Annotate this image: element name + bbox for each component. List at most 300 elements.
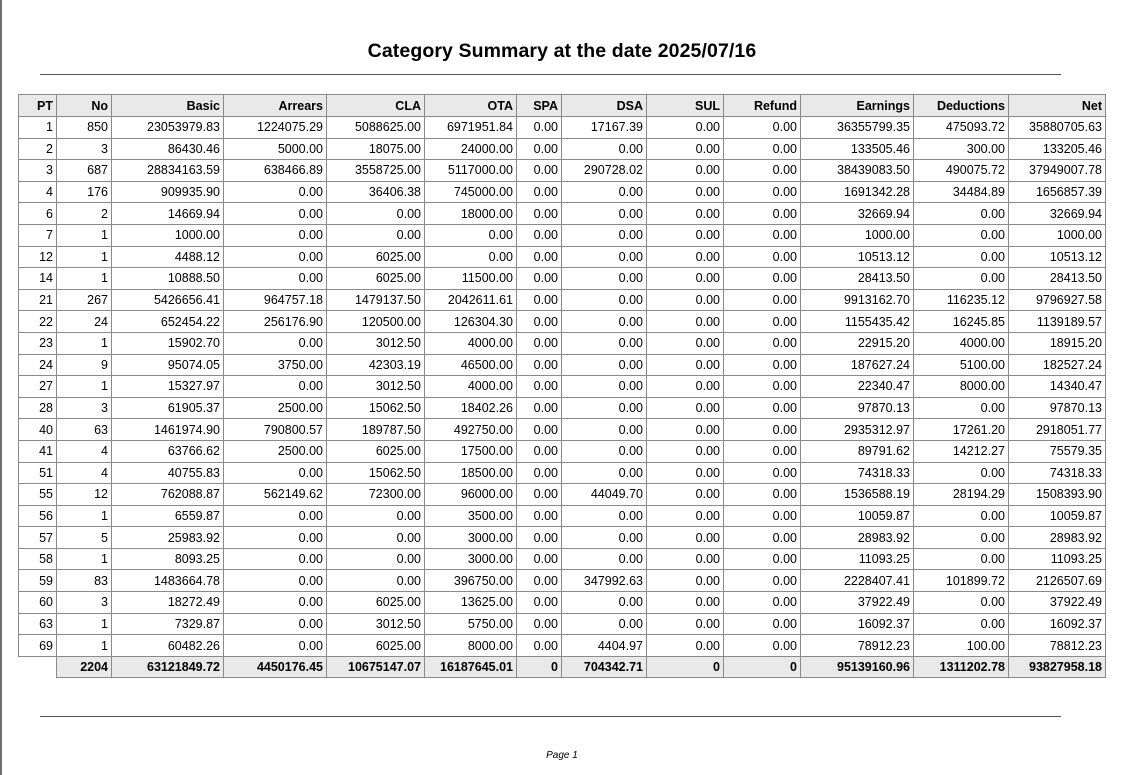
table-cell: 0.00 bbox=[517, 181, 562, 203]
table-cell: 1 bbox=[57, 376, 112, 398]
table-cell: 2500.00 bbox=[224, 440, 327, 462]
table-cell: 0.00 bbox=[425, 224, 517, 246]
totals-cell: 93827958.18 bbox=[1009, 656, 1106, 678]
table-cell: 10059.87 bbox=[1009, 505, 1106, 527]
bottom-divider bbox=[40, 716, 1061, 717]
table-cell: 11093.25 bbox=[1009, 548, 1106, 570]
table-cell: 78912.23 bbox=[801, 635, 914, 657]
table-cell: 126304.30 bbox=[425, 311, 517, 333]
table-row bbox=[19, 311, 1106, 333]
column-header: No bbox=[57, 95, 112, 117]
table-cell: 0.00 bbox=[224, 505, 327, 527]
totals-cell: 63121849.72 bbox=[112, 656, 224, 678]
table-cell: 4404.97 bbox=[562, 635, 647, 657]
table-row bbox=[19, 635, 1106, 657]
table-cell: 1 bbox=[57, 332, 112, 354]
table-cell: 0.00 bbox=[517, 462, 562, 484]
table-cell: 24000.00 bbox=[425, 138, 517, 160]
table-cell: 28983.92 bbox=[1009, 527, 1106, 549]
table-cell: 0.00 bbox=[517, 376, 562, 398]
table-cell: 0.00 bbox=[327, 505, 425, 527]
table-cell: 6559.87 bbox=[112, 505, 224, 527]
table-cell: 1461974.90 bbox=[112, 419, 224, 441]
totals-cell: 4450176.45 bbox=[224, 656, 327, 678]
table-cell: 0.00 bbox=[647, 332, 724, 354]
table-cell: 56 bbox=[19, 505, 57, 527]
table-cell: 27 bbox=[19, 376, 57, 398]
table-row bbox=[19, 548, 1106, 570]
table-cell: 116235.12 bbox=[914, 289, 1009, 311]
table-cell: 0.00 bbox=[914, 203, 1009, 225]
table-row bbox=[19, 397, 1106, 419]
table-cell: 0.00 bbox=[517, 354, 562, 376]
table-row bbox=[19, 440, 1106, 462]
table-cell: 0.00 bbox=[914, 268, 1009, 290]
table-cell: 0.00 bbox=[517, 311, 562, 333]
table-cell: 0.00 bbox=[562, 613, 647, 635]
table-cell: 120500.00 bbox=[327, 311, 425, 333]
table-cell: 0.00 bbox=[224, 570, 327, 592]
table-cell: 15327.97 bbox=[112, 376, 224, 398]
table-cell: 32669.94 bbox=[1009, 203, 1106, 225]
table-cell: 0.00 bbox=[914, 462, 1009, 484]
table-cell: 0.00 bbox=[724, 311, 801, 333]
table-cell: 4488.12 bbox=[112, 246, 224, 268]
table-cell: 0.00 bbox=[517, 160, 562, 182]
table-cell: 3 bbox=[19, 160, 57, 182]
table-cell: 0.00 bbox=[724, 397, 801, 419]
table-cell: 1 bbox=[57, 635, 112, 657]
table-row bbox=[19, 505, 1106, 527]
table-cell: 0.00 bbox=[562, 354, 647, 376]
table-cell: 7 bbox=[19, 224, 57, 246]
totals-cell: 1311202.78 bbox=[914, 656, 1009, 678]
table-cell: 256176.90 bbox=[224, 311, 327, 333]
table-cell: 28983.92 bbox=[801, 527, 914, 549]
table-row bbox=[19, 138, 1106, 160]
table-cell: 1536588.19 bbox=[801, 484, 914, 506]
table-cell: 8093.25 bbox=[112, 548, 224, 570]
table-header bbox=[19, 95, 1106, 117]
table-cell: 18272.49 bbox=[112, 592, 224, 614]
table-cell: 0.00 bbox=[914, 592, 1009, 614]
table-cell: 0.00 bbox=[647, 203, 724, 225]
table-cell: 86430.46 bbox=[112, 138, 224, 160]
table-cell: 0.00 bbox=[517, 224, 562, 246]
table-cell: 0.00 bbox=[562, 203, 647, 225]
table-cell: 562149.62 bbox=[224, 484, 327, 506]
table-cell: 18500.00 bbox=[425, 462, 517, 484]
table-cell: 0.00 bbox=[425, 246, 517, 268]
totals-cell: 95139160.96 bbox=[801, 656, 914, 678]
table-cell: 6025.00 bbox=[327, 635, 425, 657]
table-row bbox=[19, 289, 1106, 311]
table-cell: 0.00 bbox=[517, 289, 562, 311]
table-cell: 0.00 bbox=[724, 570, 801, 592]
table-cell: 0.00 bbox=[647, 419, 724, 441]
table-cell: 1508393.90 bbox=[1009, 484, 1106, 506]
table-row bbox=[19, 117, 1106, 139]
table-cell: 909935.90 bbox=[112, 181, 224, 203]
table-cell: 0.00 bbox=[517, 419, 562, 441]
table-cell: 0.00 bbox=[224, 548, 327, 570]
table-cell: 5000.00 bbox=[224, 138, 327, 160]
table-cell: 964757.18 bbox=[224, 289, 327, 311]
table-row bbox=[19, 570, 1106, 592]
table-cell: 0.00 bbox=[327, 203, 425, 225]
table-cell: 5117000.00 bbox=[425, 160, 517, 182]
table-cell: 95074.05 bbox=[112, 354, 224, 376]
table-cell: 100.00 bbox=[914, 635, 1009, 657]
table-cell: 0.00 bbox=[224, 376, 327, 398]
column-header: Deductions bbox=[914, 95, 1009, 117]
table-cell: 11500.00 bbox=[425, 268, 517, 290]
table-cell: 0.00 bbox=[327, 527, 425, 549]
table-cell: 3 bbox=[57, 397, 112, 419]
table-cell: 0.00 bbox=[224, 332, 327, 354]
table-cell: 0.00 bbox=[517, 527, 562, 549]
table-cell: 1000.00 bbox=[801, 224, 914, 246]
table-cell: 0.00 bbox=[562, 419, 647, 441]
table-cell: 21 bbox=[19, 289, 57, 311]
table-cell: 3012.50 bbox=[327, 332, 425, 354]
totals-cell: 16187645.01 bbox=[425, 656, 517, 678]
table-cell: 0.00 bbox=[224, 613, 327, 635]
table-cell: 0.00 bbox=[724, 592, 801, 614]
table-cell: 2228407.41 bbox=[801, 570, 914, 592]
table-cell: 18915.20 bbox=[1009, 332, 1106, 354]
column-header: DSA bbox=[562, 95, 647, 117]
table-cell: 0.00 bbox=[914, 613, 1009, 635]
table-cell: 97870.13 bbox=[801, 397, 914, 419]
table-cell: 0.00 bbox=[562, 181, 647, 203]
table-cell: 4 bbox=[57, 462, 112, 484]
table-cell: 16245.85 bbox=[914, 311, 1009, 333]
table-cell: 12 bbox=[19, 246, 57, 268]
table-cell: 1656857.39 bbox=[1009, 181, 1106, 203]
table-cell: 36355799.35 bbox=[801, 117, 914, 139]
table-cell: 72300.00 bbox=[327, 484, 425, 506]
table-cell: 38439083.50 bbox=[801, 160, 914, 182]
column-header: CLA bbox=[327, 95, 425, 117]
table-row bbox=[19, 613, 1106, 635]
table-cell: 0.00 bbox=[724, 419, 801, 441]
table-cell: 652454.22 bbox=[112, 311, 224, 333]
table-cell: 24 bbox=[57, 311, 112, 333]
table-cell: 176 bbox=[57, 181, 112, 203]
table-cell: 0.00 bbox=[724, 117, 801, 139]
totals-cell: 0 bbox=[647, 656, 724, 678]
table-cell: 36406.38 bbox=[327, 181, 425, 203]
table-cell: 22915.20 bbox=[801, 332, 914, 354]
table-cell: 850 bbox=[57, 117, 112, 139]
table-cell: 0.00 bbox=[914, 246, 1009, 268]
table-cell: 35880705.63 bbox=[1009, 117, 1106, 139]
column-header: Refund bbox=[724, 95, 801, 117]
table-cell: 0.00 bbox=[647, 117, 724, 139]
table-cell: 0.00 bbox=[562, 505, 647, 527]
table-cell: 6025.00 bbox=[327, 440, 425, 462]
table-cell: 41 bbox=[19, 440, 57, 462]
table-cell: 63 bbox=[19, 613, 57, 635]
table-cell: 0.00 bbox=[724, 548, 801, 570]
table-cell: 14212.27 bbox=[914, 440, 1009, 462]
table-cell: 0.00 bbox=[562, 311, 647, 333]
table-cell: 10513.12 bbox=[801, 246, 914, 268]
table-cell: 0.00 bbox=[724, 289, 801, 311]
table-cell: 60482.26 bbox=[112, 635, 224, 657]
table-cell: 18000.00 bbox=[425, 203, 517, 225]
table-cell: 0.00 bbox=[562, 440, 647, 462]
table-cell: 0.00 bbox=[647, 376, 724, 398]
table-cell: 0.00 bbox=[647, 548, 724, 570]
table-cell: 396750.00 bbox=[425, 570, 517, 592]
table-cell: 2500.00 bbox=[224, 397, 327, 419]
table-cell: 3558725.00 bbox=[327, 160, 425, 182]
table-cell: 0.00 bbox=[914, 548, 1009, 570]
table-cell: 97870.13 bbox=[1009, 397, 1106, 419]
table-cell: 0.00 bbox=[562, 224, 647, 246]
table-cell: 16092.37 bbox=[1009, 613, 1106, 635]
table-cell: 17167.39 bbox=[562, 117, 647, 139]
table-cell: 0.00 bbox=[647, 527, 724, 549]
table-cell: 3012.50 bbox=[327, 376, 425, 398]
table-cell: 51 bbox=[19, 462, 57, 484]
table-cell: 762088.87 bbox=[112, 484, 224, 506]
table-cell: 22340.47 bbox=[801, 376, 914, 398]
table-cell: 133205.46 bbox=[1009, 138, 1106, 160]
table-cell: 1691342.28 bbox=[801, 181, 914, 203]
table-cell: 6 bbox=[19, 203, 57, 225]
table-cell: 0.00 bbox=[327, 548, 425, 570]
table-cell: 0.00 bbox=[724, 462, 801, 484]
table-row bbox=[19, 376, 1106, 398]
table-cell: 1224075.29 bbox=[224, 117, 327, 139]
table-cell: 42303.19 bbox=[327, 354, 425, 376]
table-cell: 96000.00 bbox=[425, 484, 517, 506]
column-header: Earnings bbox=[801, 95, 914, 117]
table-cell: 10059.87 bbox=[801, 505, 914, 527]
table-cell: 0.00 bbox=[517, 440, 562, 462]
column-header: OTA bbox=[425, 95, 517, 117]
table-cell: 189787.50 bbox=[327, 419, 425, 441]
table-cell: 58 bbox=[19, 548, 57, 570]
table-cell: 0.00 bbox=[562, 289, 647, 311]
table-cell: 0.00 bbox=[224, 635, 327, 657]
table-cell: 3000.00 bbox=[425, 527, 517, 549]
table-cell: 0.00 bbox=[562, 462, 647, 484]
table-row bbox=[19, 332, 1106, 354]
table-cell: 1 bbox=[57, 505, 112, 527]
table-cell: 15062.50 bbox=[327, 462, 425, 484]
table-row bbox=[19, 527, 1106, 549]
page-number: Page 1 bbox=[546, 750, 578, 761]
table-cell: 32669.94 bbox=[801, 203, 914, 225]
table-cell: 0.00 bbox=[517, 635, 562, 657]
table-cell: 0.00 bbox=[224, 246, 327, 268]
table-cell: 0.00 bbox=[517, 505, 562, 527]
table-cell: 2126507.69 bbox=[1009, 570, 1106, 592]
category-summary-table bbox=[18, 94, 1106, 678]
table-cell: 0.00 bbox=[647, 635, 724, 657]
table-row bbox=[19, 160, 1106, 182]
table-cell: 0.00 bbox=[647, 484, 724, 506]
table-cell: 290728.02 bbox=[562, 160, 647, 182]
table-cell: 0.00 bbox=[517, 117, 562, 139]
table-cell: 4000.00 bbox=[425, 376, 517, 398]
table-cell: 40 bbox=[19, 419, 57, 441]
table-cell: 2 bbox=[19, 138, 57, 160]
table-cell: 0.00 bbox=[647, 311, 724, 333]
table-row bbox=[19, 246, 1106, 268]
table-cell: 28 bbox=[19, 397, 57, 419]
table-cell: 57 bbox=[19, 527, 57, 549]
table-cell: 37922.49 bbox=[1009, 592, 1106, 614]
table-cell: 0.00 bbox=[914, 224, 1009, 246]
table-row bbox=[19, 181, 1106, 203]
table-cell: 0.00 bbox=[724, 354, 801, 376]
table-cell: 0.00 bbox=[724, 527, 801, 549]
table-cell: 300.00 bbox=[914, 138, 1009, 160]
totals-cell: 0 bbox=[517, 656, 562, 678]
table-cell: 2935312.97 bbox=[801, 419, 914, 441]
table-row bbox=[19, 354, 1106, 376]
table-cell: 0.00 bbox=[724, 376, 801, 398]
table-cell: 0.00 bbox=[224, 181, 327, 203]
table-cell: 638466.89 bbox=[224, 160, 327, 182]
table-cell: 687 bbox=[57, 160, 112, 182]
table-cell: 0.00 bbox=[224, 527, 327, 549]
table-cell: 0.00 bbox=[647, 462, 724, 484]
table-cell: 0.00 bbox=[517, 203, 562, 225]
table-cell: 10888.50 bbox=[112, 268, 224, 290]
table-cell: 1483664.78 bbox=[112, 570, 224, 592]
table-cell: 267 bbox=[57, 289, 112, 311]
table-cell: 0.00 bbox=[517, 138, 562, 160]
totals-cell: 10675147.07 bbox=[327, 656, 425, 678]
totals-blank-cell bbox=[19, 656, 57, 678]
table-cell: 17261.20 bbox=[914, 419, 1009, 441]
table-cell: 5 bbox=[57, 527, 112, 549]
table-cell: 0.00 bbox=[562, 527, 647, 549]
table-cell: 15062.50 bbox=[327, 397, 425, 419]
table-cell: 1 bbox=[57, 246, 112, 268]
table-cell: 24 bbox=[19, 354, 57, 376]
table-cell: 1000.00 bbox=[1009, 224, 1106, 246]
table-cell: 44049.70 bbox=[562, 484, 647, 506]
table-cell: 12 bbox=[57, 484, 112, 506]
table-cell: 0.00 bbox=[517, 592, 562, 614]
table-cell: 8000.00 bbox=[914, 376, 1009, 398]
table-cell: 63766.62 bbox=[112, 440, 224, 462]
table-cell: 2918051.77 bbox=[1009, 419, 1106, 441]
table-cell: 74318.33 bbox=[801, 462, 914, 484]
table-cell: 0.00 bbox=[647, 440, 724, 462]
table-cell: 23053979.83 bbox=[112, 117, 224, 139]
table-cell: 1 bbox=[57, 613, 112, 635]
table-cell: 0.00 bbox=[517, 548, 562, 570]
table-cell: 28834163.59 bbox=[112, 160, 224, 182]
table-cell: 4000.00 bbox=[425, 332, 517, 354]
table-cell: 4000.00 bbox=[914, 332, 1009, 354]
table-body bbox=[19, 117, 1106, 678]
table-cell: 3 bbox=[57, 138, 112, 160]
table-row bbox=[19, 462, 1106, 484]
table-cell: 101899.72 bbox=[914, 570, 1009, 592]
table-cell: 1 bbox=[19, 117, 57, 139]
table-cell: 5088625.00 bbox=[327, 117, 425, 139]
table-cell: 78812.23 bbox=[1009, 635, 1106, 657]
table-cell: 0.00 bbox=[647, 354, 724, 376]
table-cell: 1 bbox=[57, 548, 112, 570]
table-cell: 0.00 bbox=[517, 268, 562, 290]
table-cell: 492750.00 bbox=[425, 419, 517, 441]
table-cell: 55 bbox=[19, 484, 57, 506]
table-cell: 0.00 bbox=[724, 160, 801, 182]
table-cell: 0.00 bbox=[224, 462, 327, 484]
table-cell: 1000.00 bbox=[112, 224, 224, 246]
table-cell: 60 bbox=[19, 592, 57, 614]
table-row bbox=[19, 419, 1106, 441]
table-cell: 0.00 bbox=[562, 268, 647, 290]
table-cell: 0.00 bbox=[724, 224, 801, 246]
table-cell: 0.00 bbox=[327, 570, 425, 592]
totals-cell: 2204 bbox=[57, 656, 112, 678]
table-cell: 133505.46 bbox=[801, 138, 914, 160]
table-cell: 13625.00 bbox=[425, 592, 517, 614]
table-cell: 37949007.78 bbox=[1009, 160, 1106, 182]
table-cell: 34484.89 bbox=[914, 181, 1009, 203]
table-cell: 4 bbox=[57, 440, 112, 462]
table-cell: 2 bbox=[57, 203, 112, 225]
table-cell: 745000.00 bbox=[425, 181, 517, 203]
table-cell: 22 bbox=[19, 311, 57, 333]
table-cell: 182527.24 bbox=[1009, 354, 1106, 376]
table-cell: 18075.00 bbox=[327, 138, 425, 160]
table-cell: 0.00 bbox=[647, 160, 724, 182]
table-cell: 1 bbox=[57, 224, 112, 246]
table-cell: 11093.25 bbox=[801, 548, 914, 570]
table-cell: 0.00 bbox=[647, 397, 724, 419]
table-cell: 14340.47 bbox=[1009, 376, 1106, 398]
table-cell: 9913162.70 bbox=[801, 289, 914, 311]
table-row bbox=[19, 224, 1106, 246]
table-cell: 0.00 bbox=[914, 397, 1009, 419]
table-cell: 490075.72 bbox=[914, 160, 1009, 182]
table-cell: 0.00 bbox=[517, 246, 562, 268]
table-cell: 46500.00 bbox=[425, 354, 517, 376]
table-cell: 1139189.57 bbox=[1009, 311, 1106, 333]
table-cell: 0.00 bbox=[647, 246, 724, 268]
table-cell: 0.00 bbox=[562, 397, 647, 419]
table-cell: 0.00 bbox=[647, 268, 724, 290]
table-cell: 61905.37 bbox=[112, 397, 224, 419]
table-cell: 5100.00 bbox=[914, 354, 1009, 376]
table-cell: 5426656.41 bbox=[112, 289, 224, 311]
table-cell: 3500.00 bbox=[425, 505, 517, 527]
table-cell: 25983.92 bbox=[112, 527, 224, 549]
table-cell: 14 bbox=[19, 268, 57, 290]
table-cell: 6025.00 bbox=[327, 246, 425, 268]
table-cell: 0.00 bbox=[517, 570, 562, 592]
table-cell: 9796927.58 bbox=[1009, 289, 1106, 311]
table-cell: 0.00 bbox=[724, 613, 801, 635]
table-cell: 0.00 bbox=[517, 397, 562, 419]
table-cell: 3750.00 bbox=[224, 354, 327, 376]
header-row bbox=[19, 95, 1106, 117]
report-title: Category Summary at the date 2025/07/16 bbox=[367, 40, 757, 62]
table-cell: 69 bbox=[19, 635, 57, 657]
